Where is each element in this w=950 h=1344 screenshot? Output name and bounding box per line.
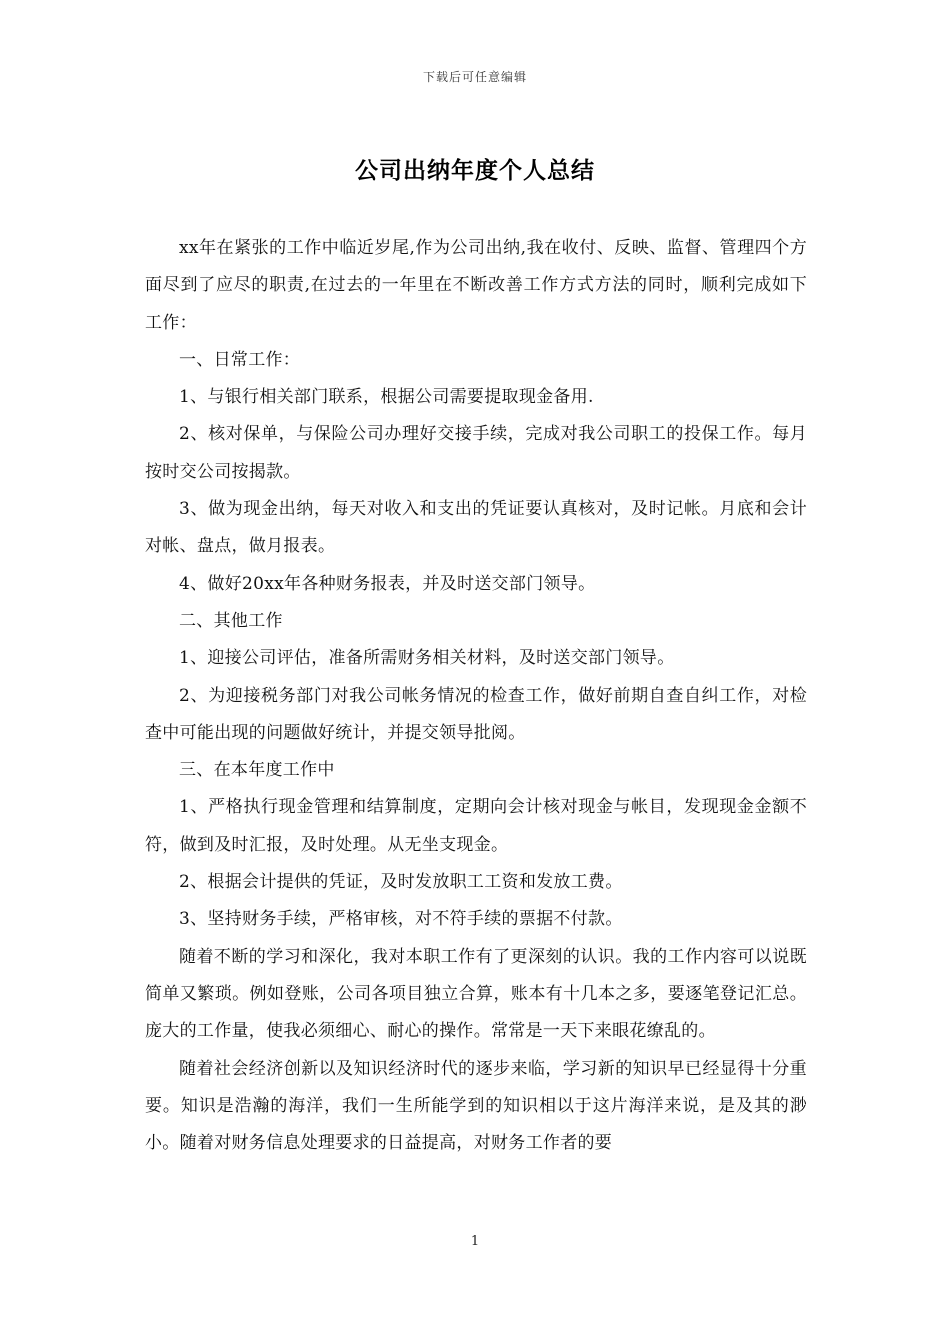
paragraph-reflection: 随着不断的学习和深化，我对本职工作有了更深刻的认识。我的工作内容可以说既简单又繁琐。例如登账，公司各项目独立合算，账本有十几本之多，要逐笔登记汇总。庞大的工作量，使我必须细心、耐心的操作。常常是一天下来眼花缭乱的。 bbox=[145, 946, 807, 1042]
list-item: 3、坚持财务手续，严格审核，对不符手续的票据不付款。 bbox=[179, 909, 623, 930]
list-item: 2、核对保单，与保险公司办理好交接手续，完成对我公司职工的投保工作。每月按时交公司按揭款。 bbox=[145, 424, 807, 482]
list-item: 3、做为现金出纳，每天对收入和支出的凭证要认真核对，及时记帐。月底和会计对帐、盘点，做月报表。 bbox=[145, 499, 807, 557]
section-heading-this-year: 三、在本年度工作中 bbox=[179, 760, 335, 781]
section-heading-other-work: 二、其他工作 bbox=[179, 610, 283, 631]
paragraph-learning: 随着社会经济创新以及知识经济时代的逐步来临，学习新的知识早已经显得十分重要。知识是浩瀚的海洋，我们一生所能学到的知识相以于这片海洋来说，是及其的渺小。随着对财务信息处理要求的日益提高，对财务工作者的要 bbox=[145, 1058, 807, 1154]
list-item: 4、做好20xx年各种财务报表，并及时送交部门领导。 bbox=[179, 573, 596, 594]
paragraph-intro: xx年在紧张的工作中临近岁尾,作为公司出纳,我在收付、反映、监督、管理四个方面尽到了应尽的职责,在过去的一年里在不断改善工作方式方法的同时，顺利完成如下工作： bbox=[145, 238, 807, 333]
document-title: 公司出纳年度个人总结 bbox=[355, 157, 595, 184]
list-item: 2、为迎接税务部门对我公司帐务情况的检查工作，做好前期自查自纠工作，对检查中可能出现的问题做好统计，并提交领导批阅。 bbox=[145, 685, 807, 743]
document-body bbox=[145, 230, 807, 1162]
header-note: 下载后可任意编辑 bbox=[422, 70, 527, 84]
list-item: 2、根据会计提供的凭证，及时发放职工工资和发放工费。 bbox=[179, 872, 623, 893]
list-item: 1、与银行相关部门联系，根据公司需要提取现金备用. bbox=[179, 387, 594, 408]
list-item: 1、迎接公司评估，准备所需财务相关材料，及时送交部门领导。 bbox=[179, 648, 675, 669]
page-number: 1 bbox=[470, 1234, 480, 1249]
list-item: 1、严格执行现金管理和结算制度，定期向会计核对现金与帐目，发现现金金额不符，做到及时汇报，及时处理。从无坐支现金。 bbox=[145, 797, 807, 855]
section-heading-daily-work: 一、日常工作： bbox=[179, 349, 301, 370]
